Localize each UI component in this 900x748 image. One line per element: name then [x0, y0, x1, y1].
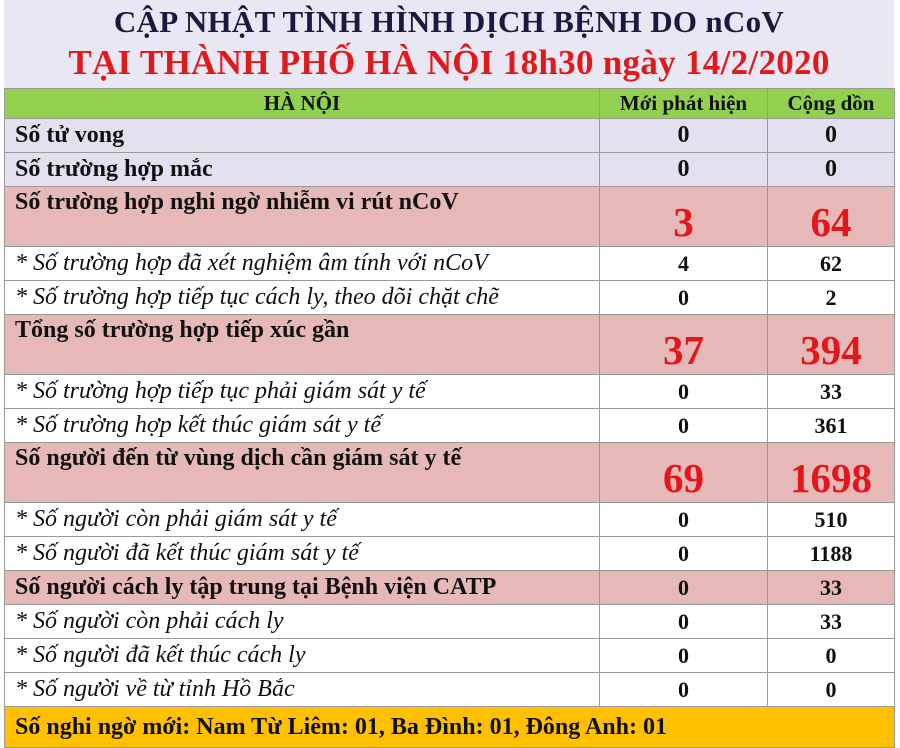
row-total-value: 0 [768, 153, 895, 187]
row-new-value: 0 [600, 673, 768, 707]
row-label: * Số người còn phải giám sát y tế [5, 503, 600, 537]
row-new-value: 0 [600, 153, 768, 187]
row-label: Số trường hợp mắc [5, 153, 600, 187]
column-header-cumulative: Cộng dồn [768, 89, 895, 119]
row-total-value: 0 [768, 639, 895, 673]
row-new-value: 4 [600, 247, 768, 281]
row-label: * Số người về từ tỉnh Hồ Bắc [5, 673, 600, 707]
row-label: Số trường hợp nghi ngờ nhiễm vi rút nCoV [5, 187, 600, 247]
row-new-value: 37 [600, 315, 768, 375]
table-row-sub [5, 639, 895, 673]
column-header-new: Mới phát hiện [600, 89, 768, 119]
row-label: * Số người đã kết thúc giám sát y tế [5, 537, 600, 571]
row-new-value: 0 [600, 605, 768, 639]
report-header [4, 0, 894, 88]
row-label: * Số người đã kết thúc cách ly [5, 639, 600, 673]
row-label: * Số trường hợp kết thúc giám sát y tế [5, 409, 600, 443]
row-new-value: 0 [600, 503, 768, 537]
row-total-value: 33 [768, 375, 895, 409]
row-total-value: 0 [768, 673, 895, 707]
title-line-1: CẬP NHẬT TÌNH HÌNH DỊCH BỆNH DO nCoV [113, 4, 785, 39]
row-total-value: 0 [768, 119, 895, 153]
row-total-value: 33 [768, 605, 895, 639]
row-new-value: 0 [600, 409, 768, 443]
row-total-value: 510 [768, 503, 895, 537]
table-row-sub [5, 503, 895, 537]
row-total-value: 33 [768, 571, 895, 605]
table-row-epidemic-arrivals [5, 443, 895, 503]
row-label: Số tử vong [5, 119, 600, 153]
table-header-row [5, 89, 895, 119]
row-new-value: 0 [600, 571, 768, 605]
table-row-close-contacts [5, 315, 895, 375]
row-label: Số người cách ly tập trung tại Bệnh viện CATP [5, 571, 600, 605]
table-row-sub [5, 409, 895, 443]
row-label: * Số trường hợp tiếp tục phải giám sát y tế [5, 375, 600, 409]
row-new-value: 0 [600, 537, 768, 571]
row-new-value: 0 [600, 639, 768, 673]
statistics-table [4, 88, 895, 748]
row-total-value: 2 [768, 281, 895, 315]
row-label: * Số người còn phải cách ly [5, 605, 600, 639]
row-total-value: 361 [768, 409, 895, 443]
table-row-sub [5, 605, 895, 639]
table-row-suspected [5, 187, 895, 247]
row-new-value: 69 [600, 443, 768, 503]
row-total-value: 1188 [768, 537, 895, 571]
table-row-sub [5, 247, 895, 281]
table-row-quarantine-hospital [5, 571, 895, 605]
new-suspected-summary: Số nghi ngờ mới: Nam Từ Liêm: 01, Ba Đình: 01, Đông Anh: 01 [5, 707, 895, 748]
row-label: * Số trường hợp đã xét nghiệm âm tính với nCoV [5, 247, 600, 281]
row-new-value: 0 [600, 281, 768, 315]
column-header-location: HÀ NỘI [5, 89, 600, 119]
row-label: Tổng số trường hợp tiếp xúc gần [5, 315, 600, 375]
table-row-sub [5, 673, 895, 707]
title-line-2: TẠI THÀNH PHỐ HÀ NỘI 18h30 ngày 14/2/2020 [68, 43, 830, 82]
row-new-value: 0 [600, 375, 768, 409]
row-total-value: 1698 [768, 443, 895, 503]
table-row-deaths [5, 119, 895, 153]
row-label: Số người đến từ vùng dịch cần giám sát y tế [5, 443, 600, 503]
row-label: * Số trường hợp tiếp tục cách ly, theo dõi chặt chẽ [5, 281, 600, 315]
row-new-value: 0 [600, 119, 768, 153]
table-row-cases [5, 153, 895, 187]
row-new-value: 3 [600, 187, 768, 247]
row-total-value: 394 [768, 315, 895, 375]
row-total-value: 64 [768, 187, 895, 247]
table-row-sub [5, 375, 895, 409]
table-footer-row [5, 707, 895, 748]
row-total-value: 62 [768, 247, 895, 281]
table-row-sub [5, 281, 895, 315]
table-row-sub [5, 537, 895, 571]
